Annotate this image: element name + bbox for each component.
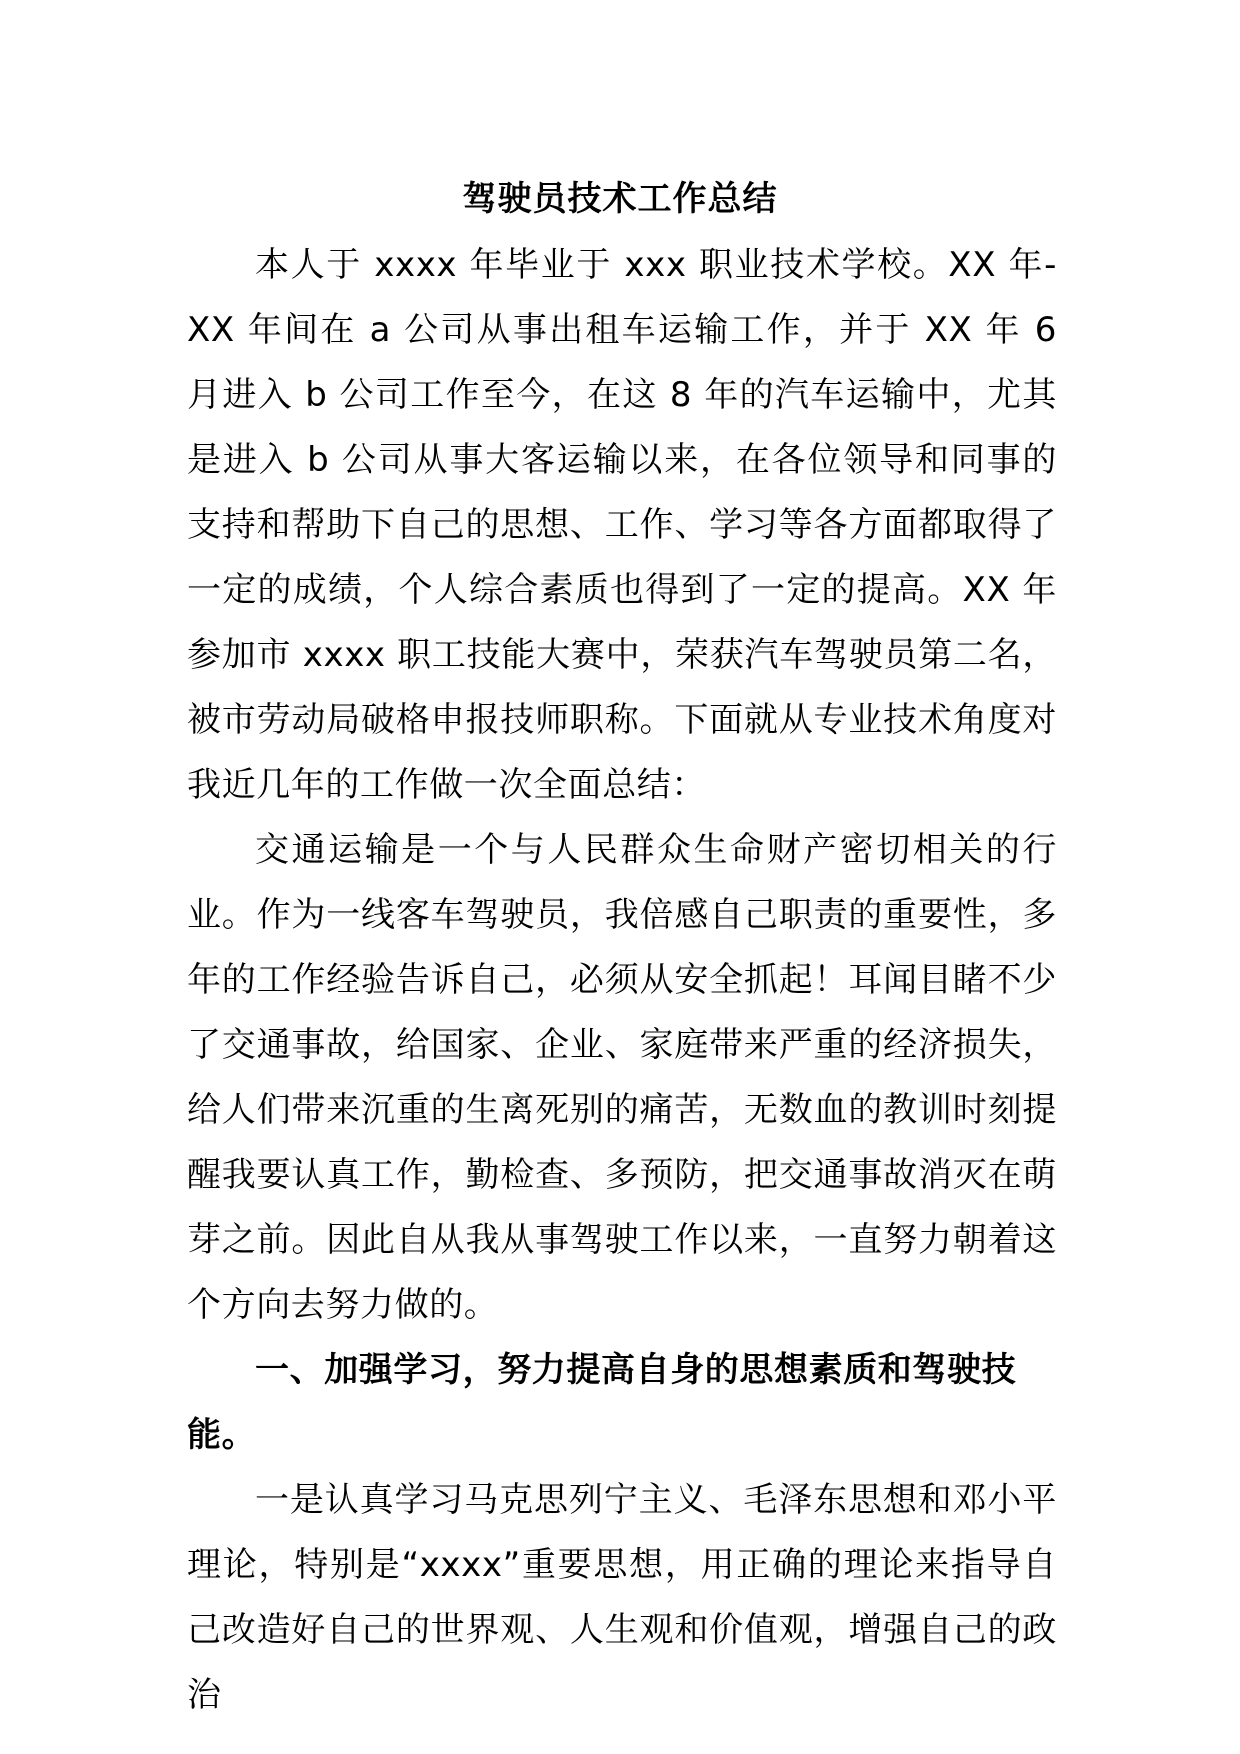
document-body — [187, 233, 1057, 1728]
document-title: 驾驶员技术工作总结 — [462, 179, 778, 219]
section-paragraph: 一是认真学习马克思列宁主义、毛泽东思想和邓小平理论，特别是“xxxx”重要思想，用正确的理论来指导自己改造好自己的世界观、人生观和价值观，增强自己的政治 — [187, 1480, 1057, 1715]
body-paragraph-2: 交通运输是一个与人民群众生命财产密切相关的行业。作为一线客车驾驶员，我倍感自己职责的重要性，多年的工作经验告诉自己，必须从安全抓起！耳闻目睹不少了交通事故，给国家、企业、家庭带来严重的经济损失，给人们带来沉重的生离死别的痛苦，无数血的教训时刻提醒我要认真工作，勤检查、多预防，把交通事故消灭在萌芽之前。因此自从我从事驾驶工作以来，一直努力朝着这个方向去努力做的。 — [187, 830, 1057, 1325]
section-heading: 一、加强学习，努力提高自身的思想素质和驾驶技能。 — [187, 1350, 1017, 1455]
body-paragraph-1: 本人于 xxxx 年毕业于 xxx 职业技术学校。XX 年-XX 年间在 a 公司从事出租车运输工作，并于 XX 年 6 月进入 b 公司工作至今，在这 8 年的汽车运输中，尤其是进入 b 公司从事大客运输以来，在各位领导和同事的支持和帮助下自己的思想、工作、学习等各方面都取得了一定的成绩，个人综合素质也得到了一定的提高。XX 年参加市 xxxx 职工技能大赛中，荣获汽车驾驶员第二名，被市劳动局破格申报技师职称。下面就从专业技术角度对我近几年的工作做一次全面总结： — [187, 245, 1057, 805]
